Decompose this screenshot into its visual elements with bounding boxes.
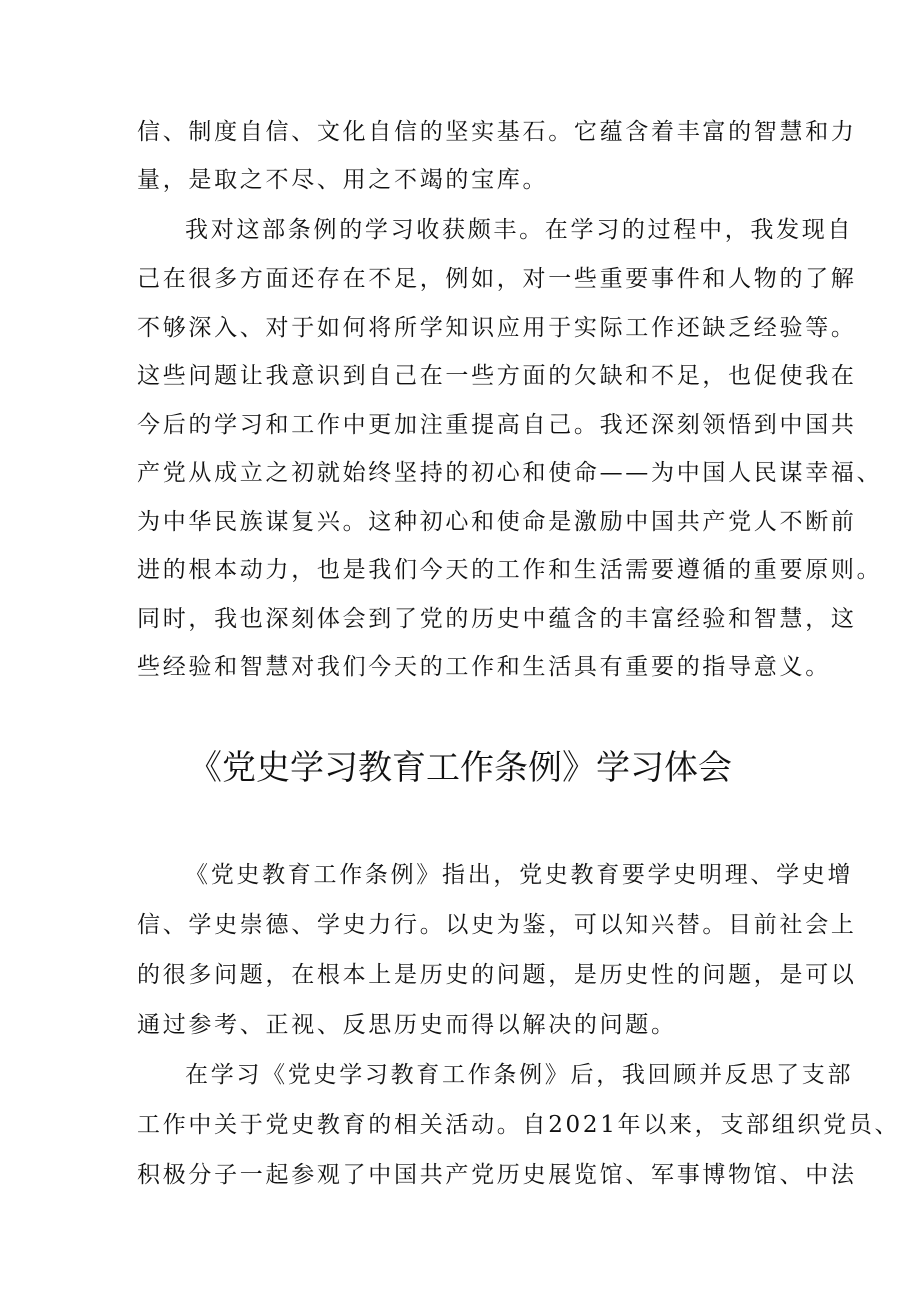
paragraph-line: 信、学史崇德、学史力行。以史为鉴，可以知兴替。目前社会上 [137, 912, 857, 938]
paragraph-line: 今后的学习和工作中更加注重提高自己。我还深刻领悟到中国共 [137, 412, 857, 438]
paragraph-line: 产党从成立之初就始终坚持的初心和使命——为中国人民谋幸福、 [137, 460, 883, 486]
paragraph-line: 进的根本动力，也是我们今天的工作和生活需要遵循的重要原则。 [137, 557, 883, 583]
paragraph-line: 同时，我也深刻体会到了党的历史中蕴含的丰富经验和智慧，这 [137, 606, 857, 632]
paragraph-line: 积极分子一起参观了中国共产党历史展览馆、军事博物馆、中法 [137, 1162, 857, 1188]
paragraph-line: 《党史教育工作条例》指出，党史教育要学史明理、学史增 [185, 862, 854, 888]
paragraph-line: 的很多问题，在根本上是历史的问题，是历史性的问题，是可以 [137, 962, 857, 988]
paragraph-line: 通过参考、正视、反思历史而得以解决的问题。 [137, 1012, 677, 1038]
paragraph-line: 些经验和智慧对我们今天的工作和生活具有重要的指导意义。 [137, 654, 831, 680]
paragraph-line: 信、制度自信、文化自信的坚实基石。它蕴含着丰富的智慧和力 [137, 119, 857, 145]
paragraph-line: 我对这部条例的学习收获颇丰。在学习的过程中，我发现自 [185, 217, 854, 243]
paragraph-line: 这些问题让我意识到自己在一些方面的欠缺和不足，也促使我在 [137, 363, 857, 389]
paragraph-line: 己在很多方面还存在不足，例如，对一些重要事件和人物的了解 [137, 266, 857, 292]
paragraph-line: 量，是取之不尽、用之不竭的宝库。 [137, 167, 549, 193]
paragraph-line: 工作中关于党史教育的相关活动。自2021年以来，支部组织党员、 [137, 1112, 901, 1138]
paragraph-line: 在学习《党史学习教育工作条例》后，我回顾并反思了支部 [185, 1062, 854, 1088]
paragraph-line: 为中华民族谋复兴。这种初心和使命是激励中国共产党人不断前 [137, 509, 857, 535]
paragraph-line: 不够深入、对于如何将所学知识应用于实际工作还缺乏经验等。 [137, 315, 857, 341]
document-title: 《党史学习教育工作条例》学习体会 [188, 748, 732, 788]
